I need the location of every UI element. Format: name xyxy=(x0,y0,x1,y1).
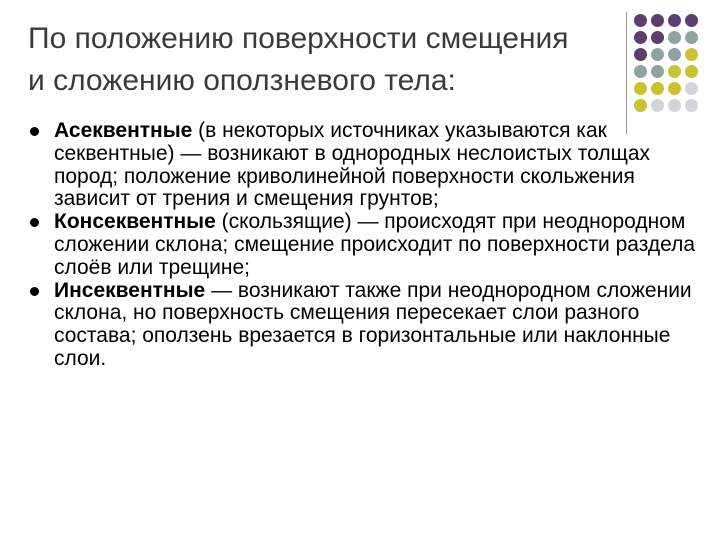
bullet-term: Консеквентные xyxy=(54,210,216,234)
bullet-text: (в некоторых источниках указываются как секвентные) — возникают в однородных неслоистых толщах пород; положение криволинейной поверхности скольжения зависит от трения и смещения грунтов; xyxy=(54,119,651,211)
decorative-dot xyxy=(634,65,647,78)
bullet-dot-icon xyxy=(30,287,39,296)
decorative-dot xyxy=(651,65,664,78)
decorative-dot xyxy=(668,99,681,112)
decorative-dot xyxy=(685,82,698,95)
decorative-dot xyxy=(651,14,664,27)
bullet-text: — возникают также при неоднородном сложении склона, но поверхность смещения пересекает слои разного состава; оползень врезается в горизонтальные или наклонные слои. xyxy=(54,278,692,370)
bullet-term: Асеквентные xyxy=(54,119,193,142)
slide-title-line-1: По положению поверхности смещения xyxy=(28,22,569,55)
decorative-dot xyxy=(685,99,698,112)
decorative-dot xyxy=(668,65,681,78)
decorative-dot xyxy=(634,14,647,27)
bullet-dot-icon xyxy=(30,127,39,136)
decorative-dot xyxy=(668,82,681,95)
decorative-dot xyxy=(651,48,664,61)
decorative-dot xyxy=(685,48,698,61)
decorative-dot xyxy=(685,31,698,44)
decorative-dot-grid xyxy=(634,14,706,114)
decorative-dot xyxy=(634,99,647,112)
title-divider-line xyxy=(626,12,627,134)
decorative-dot xyxy=(668,48,681,61)
slide-title-line-2: и сложению оползневого тела: xyxy=(28,64,456,97)
bullet-item-asequent xyxy=(30,120,700,211)
bullet-list xyxy=(30,120,700,371)
decorative-dot xyxy=(651,31,664,44)
bullet-item-consequent xyxy=(30,211,700,279)
decorative-dot xyxy=(634,31,647,44)
decorative-dot xyxy=(668,14,681,27)
decorative-dot xyxy=(651,82,664,95)
decorative-dot xyxy=(651,99,664,112)
decorative-dot xyxy=(634,82,647,95)
decorative-dot xyxy=(685,14,698,27)
decorative-dot xyxy=(634,48,647,61)
bullet-text: (скользящие) — происходят при неоднородном сложении склона; смещение происходит по поверхности раздела слоёв или трещине; xyxy=(54,210,696,279)
slide-title xyxy=(28,18,618,102)
decorative-dot xyxy=(685,65,698,78)
bullet-dot-icon xyxy=(30,218,39,227)
decorative-dot xyxy=(668,31,681,44)
bullet-item-insequent xyxy=(30,280,700,371)
bullet-term: Инсеквентные xyxy=(54,278,206,302)
